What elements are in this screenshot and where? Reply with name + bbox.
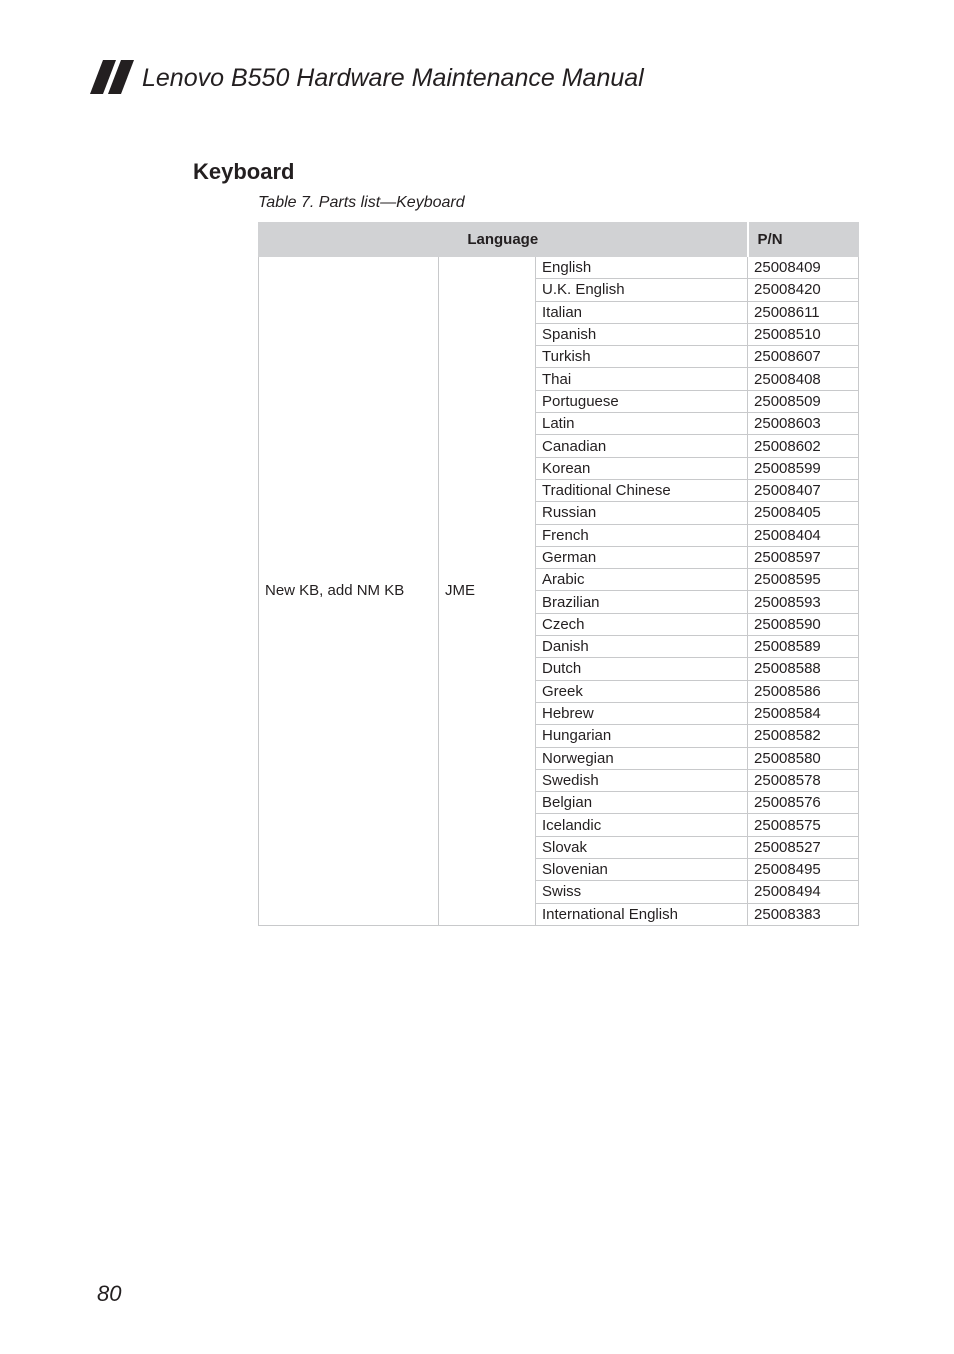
part-number-cell: 25008405 bbox=[748, 502, 859, 524]
language-cell: Swiss bbox=[536, 881, 748, 903]
language-cell: Italian bbox=[536, 301, 748, 323]
language-cell: Latin bbox=[536, 413, 748, 435]
section-heading: Keyboard bbox=[193, 159, 295, 184]
language-cell: Czech bbox=[536, 613, 748, 635]
part-number-cell: 25008586 bbox=[748, 680, 859, 702]
double-slash-icon bbox=[90, 60, 136, 94]
language-cell: French bbox=[536, 524, 748, 546]
part-number-cell: 25008578 bbox=[748, 769, 859, 791]
part-number-cell: 25008589 bbox=[748, 636, 859, 658]
keyboard-model-cell: JME bbox=[439, 257, 536, 926]
language-cell: Spanish bbox=[536, 323, 748, 345]
part-number-cell: 25008404 bbox=[748, 524, 859, 546]
language-cell: Icelandic bbox=[536, 814, 748, 836]
part-number-cell: 25008602 bbox=[748, 435, 859, 457]
part-number-cell: 25008603 bbox=[748, 413, 859, 435]
page-number: 80 bbox=[97, 1281, 122, 1306]
language-cell: Korean bbox=[536, 457, 748, 479]
table-row bbox=[259, 257, 859, 279]
part-number-cell: 25008593 bbox=[748, 591, 859, 613]
language-cell: English bbox=[536, 257, 748, 279]
language-cell: Slovak bbox=[536, 836, 748, 858]
part-number-cell: 25008599 bbox=[748, 457, 859, 479]
part-number-cell: 25008527 bbox=[748, 836, 859, 858]
part-number-cell: 25008510 bbox=[748, 323, 859, 345]
language-cell: Hungarian bbox=[536, 725, 748, 747]
part-number-cell: 25008582 bbox=[748, 725, 859, 747]
language-cell: Dutch bbox=[536, 658, 748, 680]
part-number-cell: 25008597 bbox=[748, 546, 859, 568]
part-number-cell: 25008607 bbox=[748, 346, 859, 368]
part-number-cell: 25008595 bbox=[748, 569, 859, 591]
part-number-cell: 25008409 bbox=[748, 257, 859, 279]
table-caption: Table 7. Parts list—Keyboard bbox=[258, 194, 465, 211]
language-cell: Swedish bbox=[536, 769, 748, 791]
language-cell: U.K. English bbox=[536, 279, 748, 301]
language-column-header: Language bbox=[259, 223, 748, 257]
keyboard-description-cell: New KB, add NM KB bbox=[259, 257, 439, 926]
language-cell: German bbox=[536, 546, 748, 568]
part-number-cell: 25008588 bbox=[748, 658, 859, 680]
language-cell: Turkish bbox=[536, 346, 748, 368]
part-number-cell: 25008420 bbox=[748, 279, 859, 301]
language-cell: Russian bbox=[536, 502, 748, 524]
part-number-cell: 25008580 bbox=[748, 747, 859, 769]
language-cell: International English bbox=[536, 903, 748, 925]
language-cell: Greek bbox=[536, 680, 748, 702]
table-header-row bbox=[259, 223, 859, 257]
parts-table bbox=[258, 222, 859, 926]
language-cell: Traditional Chinese bbox=[536, 479, 748, 501]
part-number-cell: 25008576 bbox=[748, 792, 859, 814]
manual-title: Lenovo B550 Hardware Maintenance Manual bbox=[142, 64, 644, 92]
language-cell: Canadian bbox=[536, 435, 748, 457]
part-number-cell: 25008611 bbox=[748, 301, 859, 323]
part-number-cell: 25008495 bbox=[748, 859, 859, 881]
language-cell: Danish bbox=[536, 636, 748, 658]
language-cell: Thai bbox=[536, 368, 748, 390]
part-number-cell: 25008509 bbox=[748, 390, 859, 412]
part-number-cell: 25008407 bbox=[748, 479, 859, 501]
language-cell: Slovenian bbox=[536, 859, 748, 881]
part-number-cell: 25008383 bbox=[748, 903, 859, 925]
language-cell: Belgian bbox=[536, 792, 748, 814]
part-number-cell: 25008575 bbox=[748, 814, 859, 836]
pn-column-header: P/N bbox=[748, 223, 859, 257]
language-cell: Arabic bbox=[536, 569, 748, 591]
language-cell: Portuguese bbox=[536, 390, 748, 412]
language-cell: Brazilian bbox=[536, 591, 748, 613]
language-cell: Norwegian bbox=[536, 747, 748, 769]
language-cell: Hebrew bbox=[536, 702, 748, 724]
part-number-cell: 25008408 bbox=[748, 368, 859, 390]
part-number-cell: 25008494 bbox=[748, 881, 859, 903]
parts-table-body bbox=[259, 257, 859, 926]
part-number-cell: 25008590 bbox=[748, 613, 859, 635]
part-number-cell: 25008584 bbox=[748, 702, 859, 724]
